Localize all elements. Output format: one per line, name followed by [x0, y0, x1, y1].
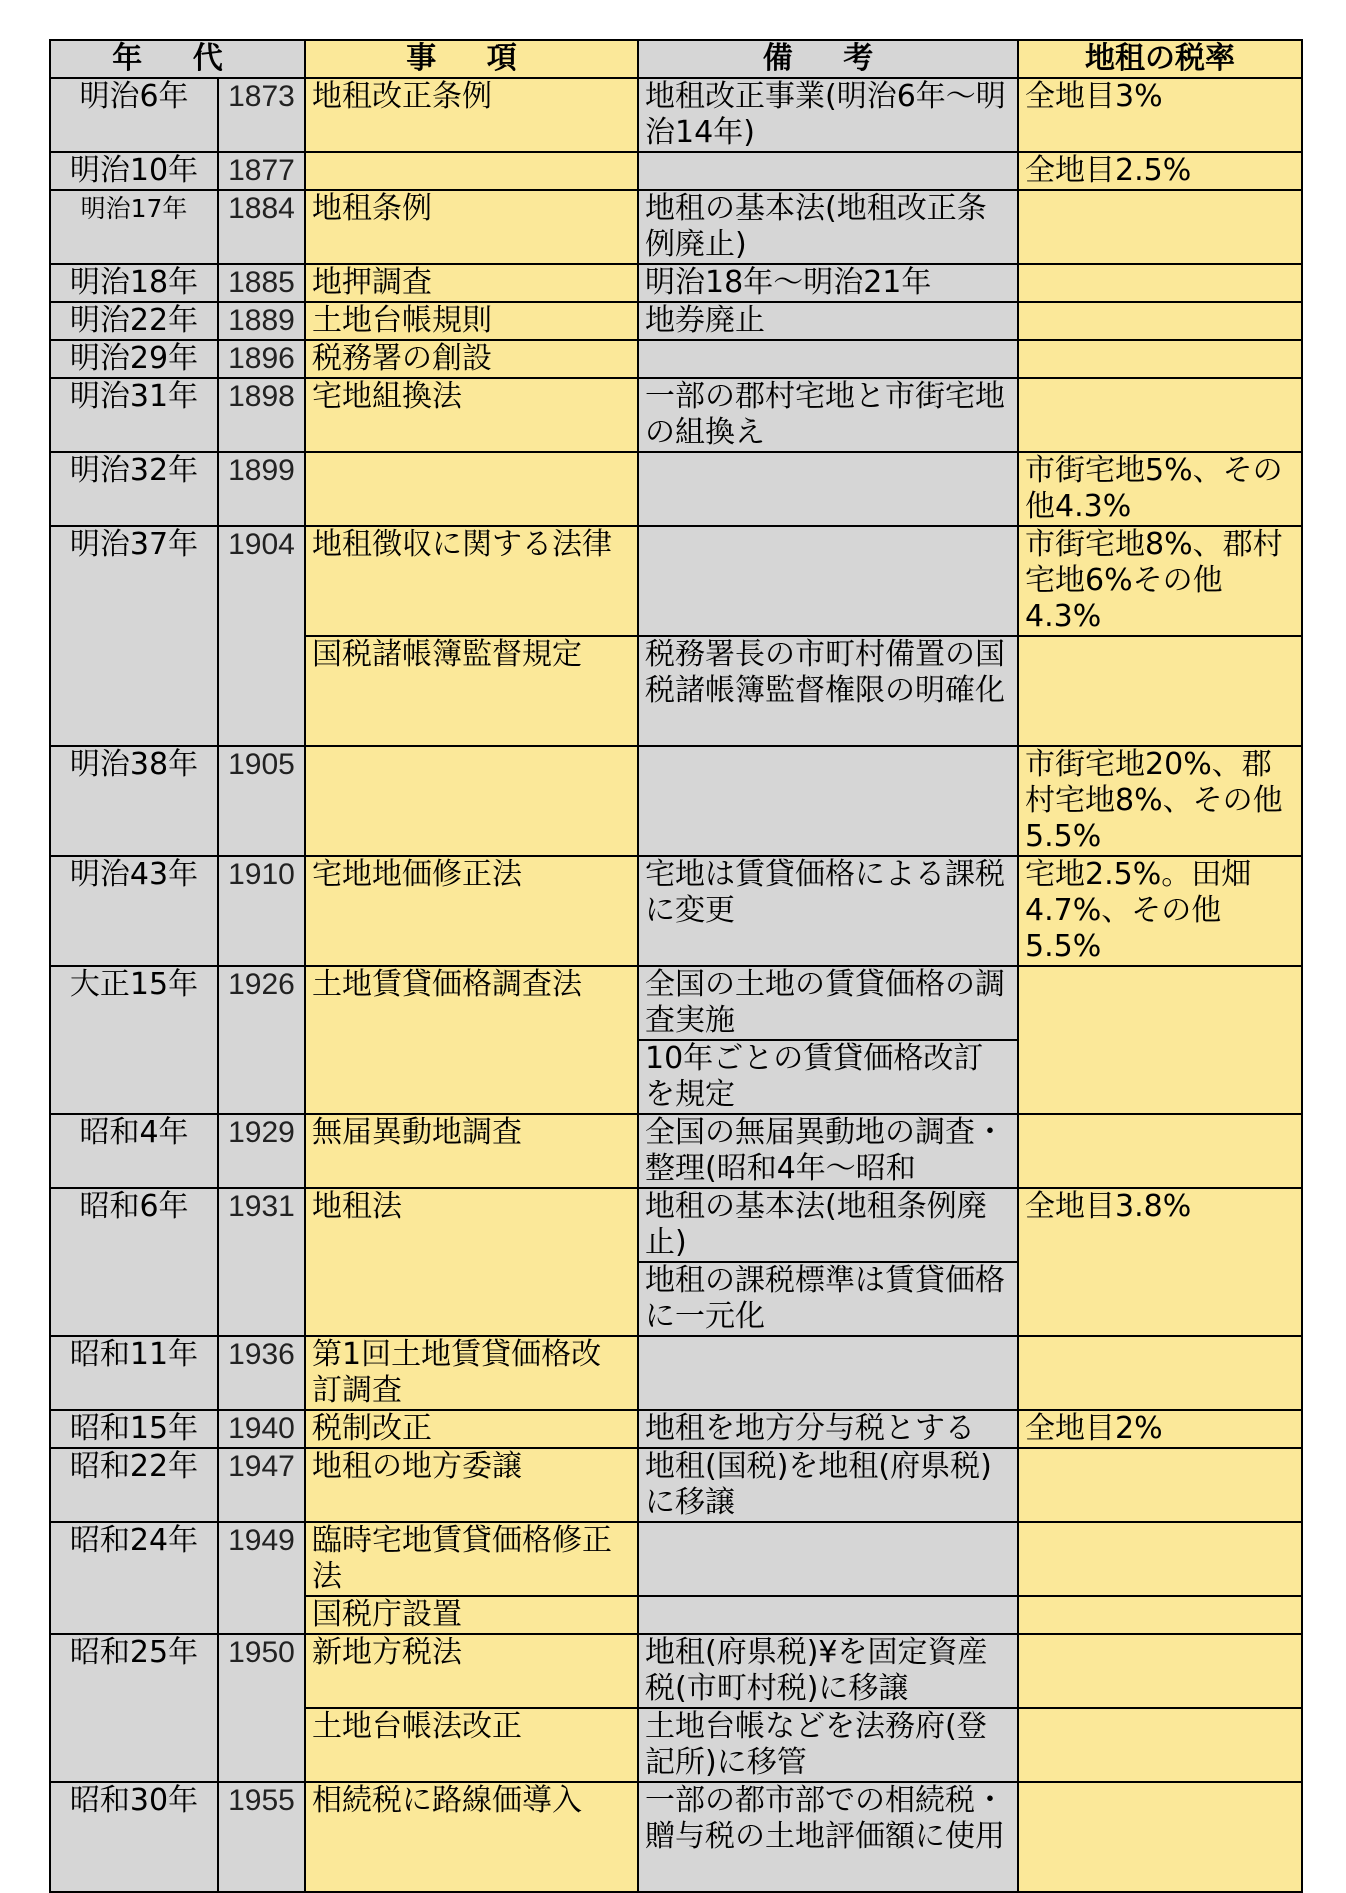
table-row — [50, 526, 1302, 636]
note-cell: 地租(府県税)¥を固定資産税(市町村税)に移譲 — [638, 1634, 1018, 1708]
note-cell — [638, 746, 1018, 856]
era-cell: 昭和11年 — [50, 1336, 218, 1410]
era-cell: 大正15年 — [50, 966, 218, 1114]
table-row — [50, 190, 1302, 264]
land-tax-history-table — [49, 39, 1303, 1893]
item-cell: 国税庁設置 — [305, 1596, 638, 1634]
year-cell: 1884 — [218, 190, 305, 264]
rate-cell — [1018, 340, 1302, 378]
era-cell: 昭和24年 — [50, 1522, 218, 1634]
era-cell: 明治38年 — [50, 746, 218, 856]
header-item: 事 項 — [305, 40, 638, 78]
item-cell: 地租法 — [305, 1188, 638, 1336]
item-cell: 宅地地価修正法 — [305, 856, 638, 966]
table-row — [50, 1188, 1302, 1262]
rate-cell — [1018, 190, 1302, 264]
note-cell: 地租改正事業(明治6年〜明治14年) — [638, 78, 1018, 152]
year-cell: 1929 — [218, 1114, 305, 1188]
rate-cell: 市街宅地5%、その他4.3% — [1018, 452, 1302, 526]
table-row — [50, 856, 1302, 966]
rate-cell — [1018, 264, 1302, 302]
table-row — [50, 1782, 1302, 1892]
era-cell: 昭和22年 — [50, 1448, 218, 1522]
table-row — [50, 1634, 1302, 1708]
item-cell: 地租条例 — [305, 190, 638, 264]
year-cell: 1955 — [218, 1782, 305, 1892]
note-cell — [638, 152, 1018, 190]
item-cell: 土地台帳法改正 — [305, 1708, 638, 1782]
rate-cell: 全地目2% — [1018, 1410, 1302, 1448]
year-cell: 1940 — [218, 1410, 305, 1448]
header-rate: 地租の税率 — [1018, 40, 1302, 78]
note-cell: 地租(国税)を地租(府県税)に移譲 — [638, 1448, 1018, 1522]
item-cell: 第1回土地賃貸価格改訂調査 — [305, 1336, 638, 1410]
rate-cell — [1018, 1336, 1302, 1410]
note-cell: 地券廃止 — [638, 302, 1018, 340]
rate-cell: 市街宅地20%、郡村宅地8%、その他5.5% — [1018, 746, 1302, 856]
item-cell: 新地方税法 — [305, 1634, 638, 1708]
rate-cell — [1018, 1596, 1302, 1634]
item-cell: 地租改正条例 — [305, 78, 638, 152]
rate-cell: 全地目3.8% — [1018, 1188, 1302, 1336]
item-cell: 地租徴収に関する法律 — [305, 526, 638, 636]
note-cell — [638, 452, 1018, 526]
rate-cell — [1018, 966, 1302, 1114]
rate-cell — [1018, 1782, 1302, 1892]
year-cell: 1910 — [218, 856, 305, 966]
note-cell: 土地台帳などを法務府(登記所)に移管 — [638, 1708, 1018, 1782]
table-row — [50, 340, 1302, 378]
item-cell: 地押調査 — [305, 264, 638, 302]
era-cell: 昭和30年 — [50, 1782, 218, 1892]
era-cell: 明治31年 — [50, 378, 218, 452]
year-cell: 1873 — [218, 78, 305, 152]
table-row — [50, 378, 1302, 452]
year-cell: 1926 — [218, 966, 305, 1114]
rate-cell — [1018, 1522, 1302, 1596]
rate-cell: 全地目3% — [1018, 78, 1302, 152]
table-row — [50, 1410, 1302, 1448]
era-cell: 明治43年 — [50, 856, 218, 966]
note-cell: 地租の基本法(地租条例廃止) — [638, 1188, 1018, 1262]
rate-cell: 市街宅地8%、郡村宅地6%その他4.3% — [1018, 526, 1302, 636]
table-row — [50, 1114, 1302, 1188]
era-cell: 明治6年 — [50, 78, 218, 152]
note-cell: 10年ごとの賃貸価格改訂を規定 — [638, 1040, 1018, 1114]
item-cell: 国税諸帳簿監督規定 — [305, 636, 638, 746]
table-row — [50, 1522, 1302, 1596]
year-cell: 1877 — [218, 152, 305, 190]
note-cell — [638, 1596, 1018, 1634]
rate-cell: 宅地2.5%。田畑4.7%、その他5.5% — [1018, 856, 1302, 966]
era-cell: 昭和4年 — [50, 1114, 218, 1188]
year-cell: 1905 — [218, 746, 305, 856]
item-cell: 臨時宅地賃貸価格修正法 — [305, 1522, 638, 1596]
era-cell: 明治22年 — [50, 302, 218, 340]
header-note: 備 考 — [638, 40, 1018, 78]
year-cell: 1889 — [218, 302, 305, 340]
era-cell: 明治29年 — [50, 340, 218, 378]
table-row — [50, 966, 1302, 1040]
header-era: 年 代 — [50, 40, 305, 78]
item-cell: 税制改正 — [305, 1410, 638, 1448]
note-cell — [638, 340, 1018, 378]
item-cell: 無届異動地調査 — [305, 1114, 638, 1188]
note-cell: 税務署長の市町村備置の国税諸帳簿監督権限の明確化 — [638, 636, 1018, 746]
year-cell: 1936 — [218, 1336, 305, 1410]
rate-cell — [1018, 302, 1302, 340]
table-row — [50, 152, 1302, 190]
item-cell: 土地台帳規則 — [305, 302, 638, 340]
item-cell: 土地賃貸価格調査法 — [305, 966, 638, 1114]
note-cell: 宅地は賃貸価格による課税に変更 — [638, 856, 1018, 966]
item-cell: 宅地組換法 — [305, 378, 638, 452]
era-cell: 明治17年 — [50, 190, 218, 264]
year-cell: 1904 — [218, 526, 305, 746]
era-cell: 昭和6年 — [50, 1188, 218, 1336]
item-cell: 地租の地方委譲 — [305, 1448, 638, 1522]
year-cell: 1949 — [218, 1522, 305, 1634]
table-row — [50, 746, 1302, 856]
table-row — [50, 1448, 1302, 1522]
note-cell: 地租を地方分与税とする — [638, 1410, 1018, 1448]
note-cell: 一部の郡村宅地と市街宅地の組換え — [638, 378, 1018, 452]
note-cell: 地租の課税標準は賃貸価格に一元化 — [638, 1262, 1018, 1336]
era-cell: 明治18年 — [50, 264, 218, 302]
table-row — [50, 78, 1302, 152]
table-row — [50, 264, 1302, 302]
rate-cell — [1018, 1634, 1302, 1708]
year-cell: 1947 — [218, 1448, 305, 1522]
era-cell: 明治10年 — [50, 152, 218, 190]
table-row — [50, 302, 1302, 340]
era-cell: 明治37年 — [50, 526, 218, 746]
table-row — [50, 452, 1302, 526]
year-cell: 1885 — [218, 264, 305, 302]
year-cell: 1898 — [218, 378, 305, 452]
item-cell: 相続税に路線価導入 — [305, 1782, 638, 1892]
rate-cell — [1018, 1114, 1302, 1188]
rate-cell — [1018, 1708, 1302, 1782]
note-cell: 一部の都市部での相続税・贈与税の土地評価額に使用 — [638, 1782, 1018, 1892]
rate-cell — [1018, 378, 1302, 452]
year-cell: 1896 — [218, 340, 305, 378]
table-row — [50, 1336, 1302, 1410]
note-cell: 明治18年〜明治21年 — [638, 264, 1018, 302]
item-cell — [305, 152, 638, 190]
year-cell: 1950 — [218, 1634, 305, 1782]
rate-cell — [1018, 636, 1302, 746]
note-cell — [638, 1522, 1018, 1596]
note-cell: 地租の基本法(地租改正条例廃止) — [638, 190, 1018, 264]
rate-cell — [1018, 1448, 1302, 1522]
year-cell: 1931 — [218, 1188, 305, 1336]
item-cell: 税務署の創設 — [305, 340, 638, 378]
note-cell — [638, 1336, 1018, 1410]
note-cell: 全国の土地の賃貸価格の調査実施 — [638, 966, 1018, 1040]
note-cell: 全国の無届異動地の調査・整理(昭和4年〜昭和 — [638, 1114, 1018, 1188]
item-cell — [305, 746, 638, 856]
era-cell: 昭和25年 — [50, 1634, 218, 1782]
item-cell — [305, 452, 638, 526]
era-cell: 昭和15年 — [50, 1410, 218, 1448]
era-cell: 明治32年 — [50, 452, 218, 526]
year-cell: 1899 — [218, 452, 305, 526]
rate-cell: 全地目2.5% — [1018, 152, 1302, 190]
note-cell — [638, 526, 1018, 636]
